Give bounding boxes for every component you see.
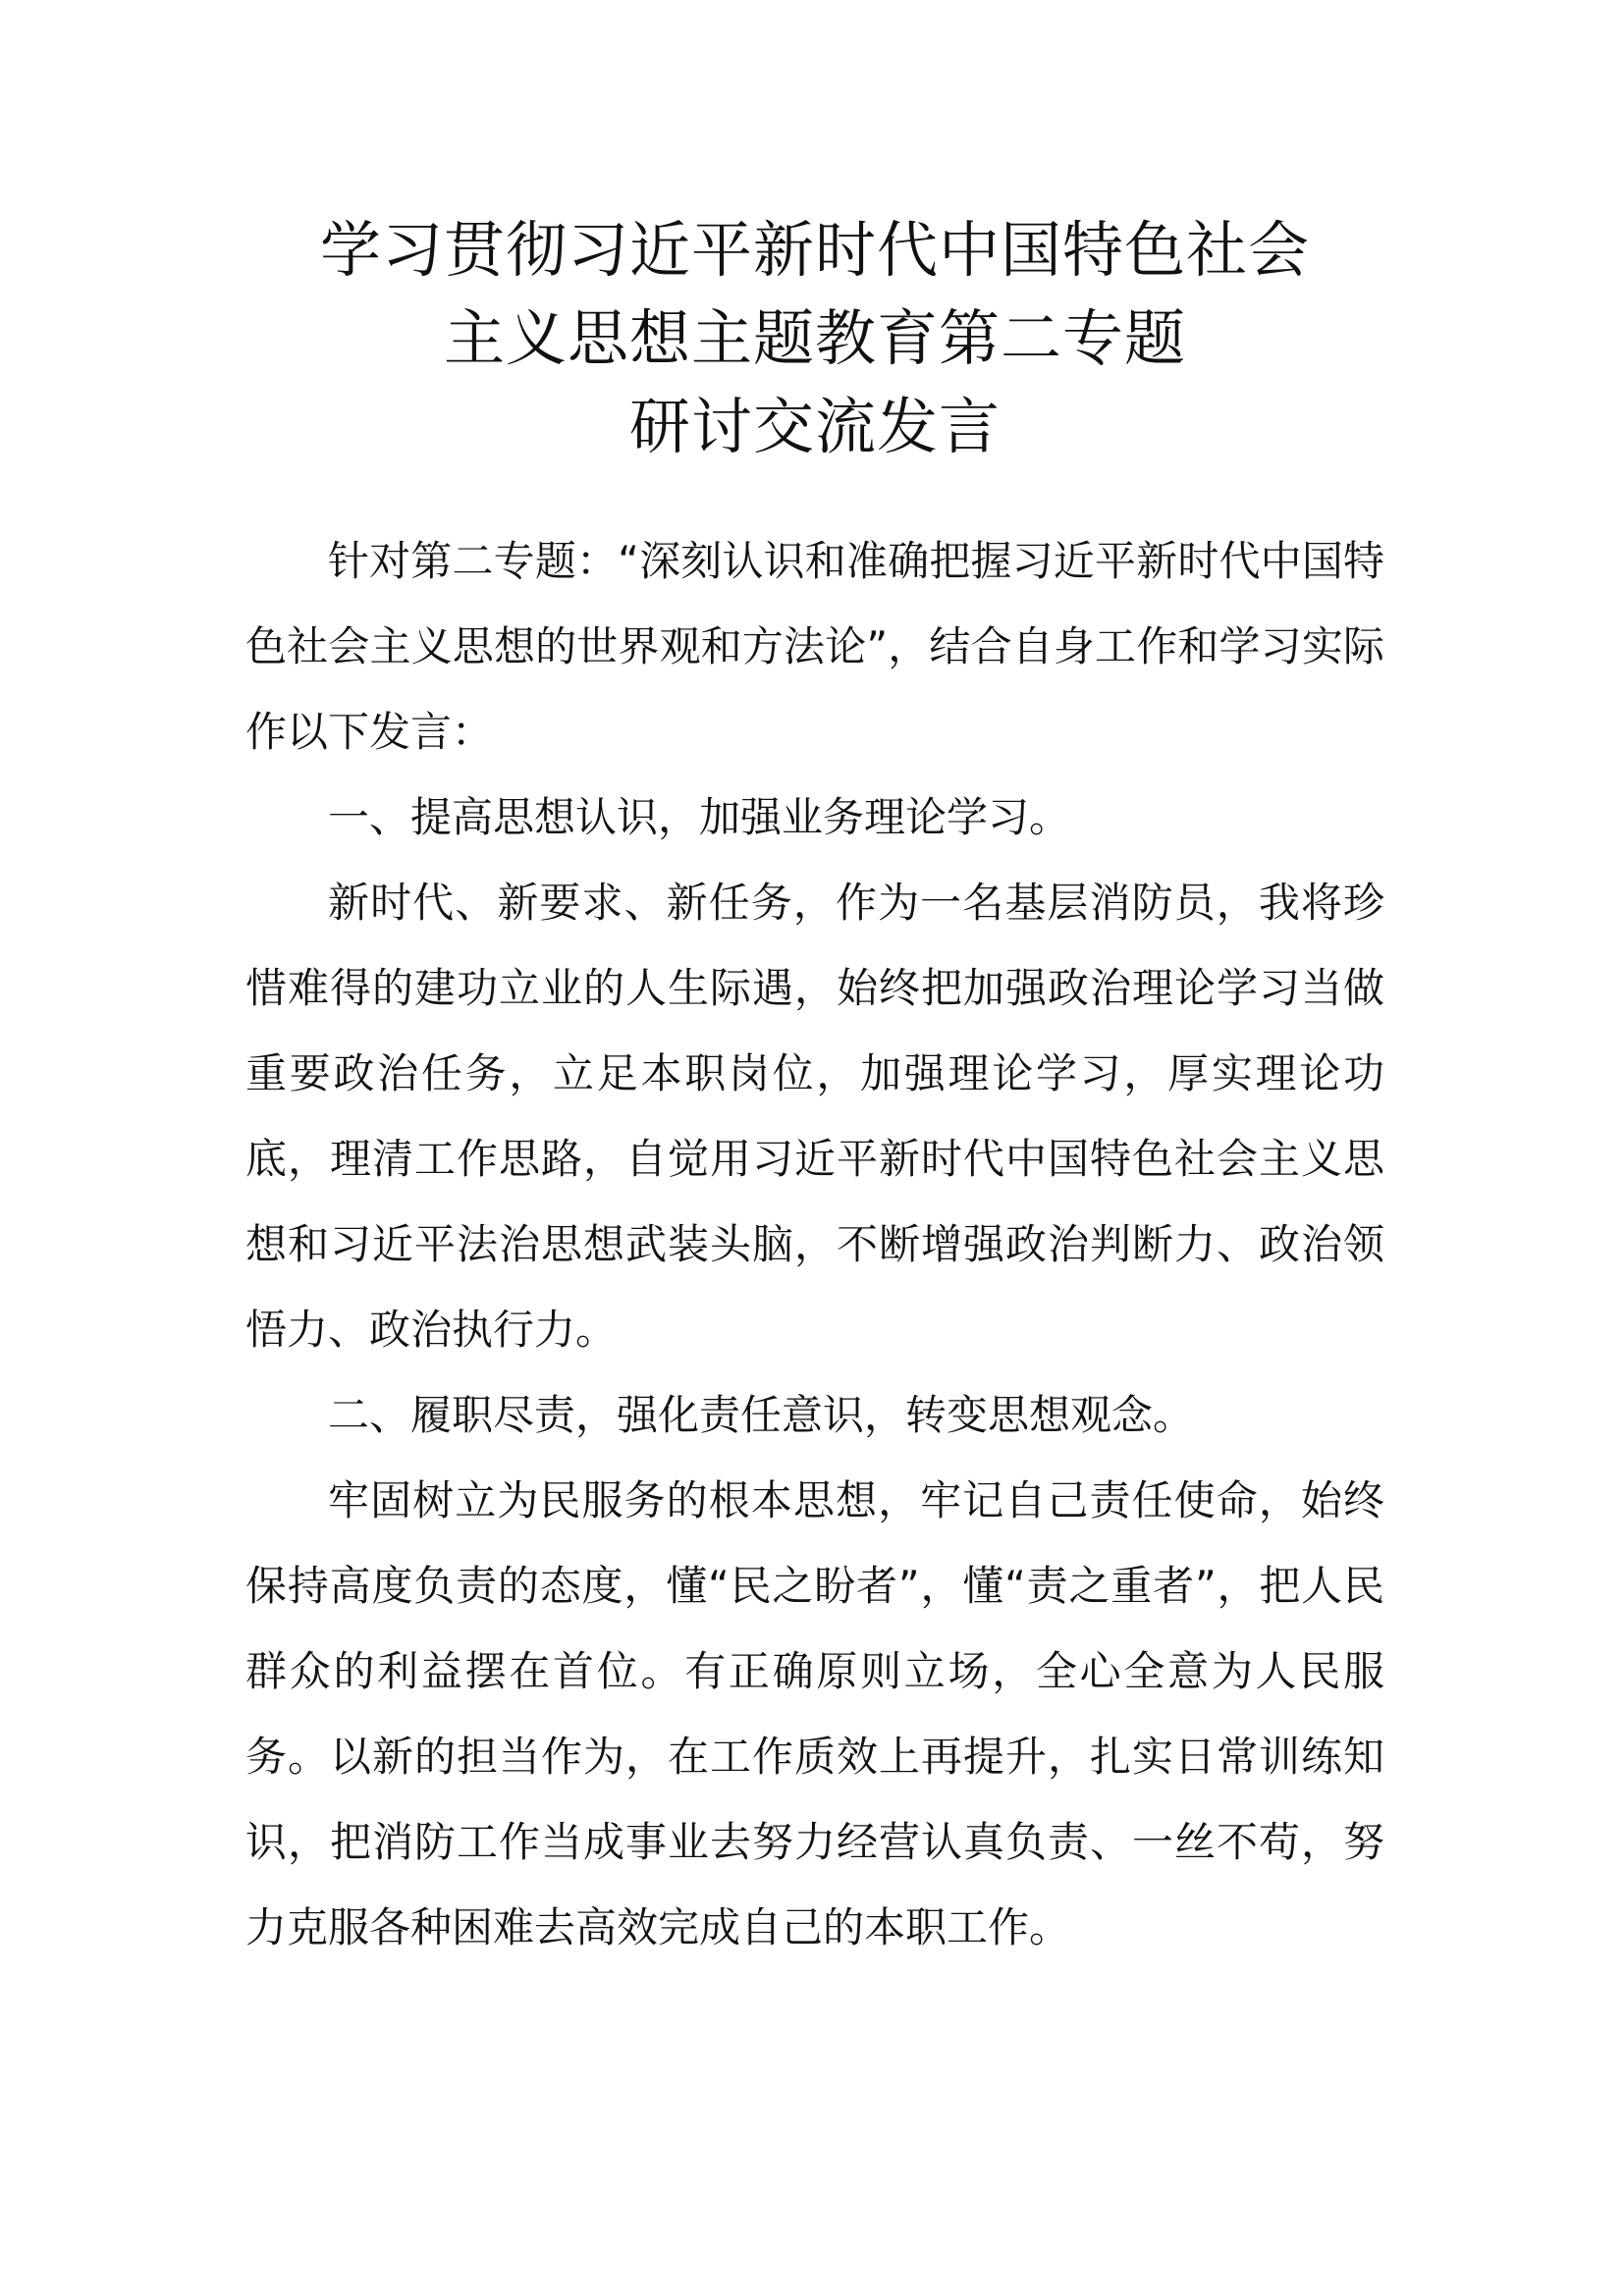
intro-paragraph: 针对第二专题：“深刻认识和准确把握习近平新时代中国特色社会主义思想的世界观和方法论”，结合自身工作和学习实际作以下发言：: [245, 537, 1384, 756]
document-title: [245, 206, 1384, 471]
title-line-3: 研讨交流发言: [628, 391, 1001, 462]
section-heading-1: 一、提高思想认识，加强业务理论学习。: [328, 793, 1071, 841]
section-body-1: 新时代、新要求、新任务，作为一名基层消防员，我将珍惜难得的建功立业的人生际遇，始终把加强政治理论学习当做重要政治任务，立足本职岗位，加强理论学习，厚实理论功底，理清工作思路，自觉用习近平新时代中国特色社会主义思想和习近平法治思想武装头脑，不断增强政治判断力、政治领悟力、政治执行力。: [245, 879, 1384, 1354]
section-heading-2: 二、履职尽责，强化责任意识，转变思想观念。: [328, 1391, 1195, 1439]
title-line-2: 主义思想主题教育第二专题: [443, 302, 1186, 374]
title-line-1: 学习贯彻习近平新时代中国特色社会: [319, 214, 1310, 286]
document-body: [245, 518, 1384, 1970]
section-body-2: 牢固树立为民服务的根本思想，牢记自己责任使命，始终保持高度负责的态度，懂“民之盼者”，懂“责之重者”，把人民群众的利益摆在首位。有正确原则立场，全心全意为人民服务。以新的担当作为，在工作质效上再提升，扎实日常训练知识，把消防工作当成事业去努力经营认真负责、一丝不苟，努力克服各种困难去高效完成自己的本职工作。: [245, 1476, 1384, 1951]
